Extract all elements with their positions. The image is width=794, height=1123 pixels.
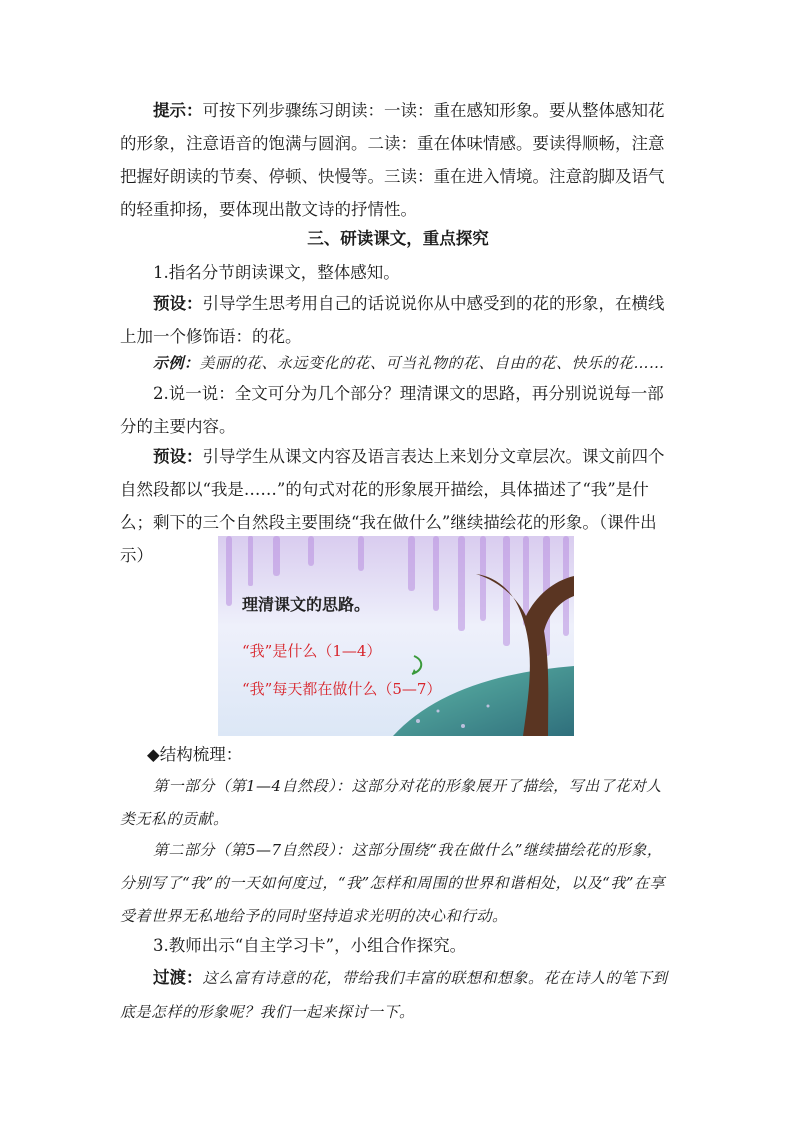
part-2-paragraph: 第二部分（第5—7自然段）：这部分围绕“我在做什么”继续描绘花的形象，分别写了“我”的一天如何度过，“我”怎样和周围的世界和谐相处，以及“我”在享受着世界无私地给予的同时坚持追求光明的决心和行动。 [120,841,666,925]
transition-text: 这么富有诗意的花，带给我们丰富的联想和想象。花在诗人的笔下到底是怎样的形象呢？我们一起来探讨一下。 [120,969,668,1021]
example-paragraph [120,346,676,380]
item-3: 3.教师出示“自主学习卡”，小组合作探究。 [153,936,467,955]
example-label: 示例： [153,354,200,372]
slide-background [218,536,574,736]
tip-label: 提示： [153,101,203,120]
part-1-paragraph: 第一部分（第1—4自然段）：这部分对花的形象展开了描绘，写出了花对人类无私的贡献。 [120,777,662,828]
slide-title: 理清课文的思路。 [242,595,371,614]
slide-line-2: “我”每天都在做什么（5—7） [242,680,442,698]
transition-label: 过渡： [153,968,203,987]
item-2: 2.说一说：全文可分为几个部分？理清课文的思路，再分别说说每一部分的主要内容。 [120,384,664,436]
tip-paragraph [120,94,676,226]
preset-2-text: 引导学生从课文内容及语言表达上来划分文章层次。课文前四个自然段都以“我是……”的句式对花的形象展开描绘，具体描述了“我”是什么；剩下的三个自然段主要围绕“我在做什么”继续描绘花的形象。（课件出示） [120,447,665,565]
preset-2-label: 预设： [153,447,203,466]
transition-paragraph [120,961,676,1029]
example-text: 美丽的花、永远变化的花、可当礼物的花、自由的花、快乐的花…… [199,354,665,372]
slide-line-1: “我”是什么（1—4） [242,642,382,660]
preset-1-paragraph [120,287,676,353]
structure-heading: ◆结构梳理： [147,745,243,764]
preset-1-text: 引导学生思考用自己的话说说你从中感受到的花的形象，在横线上加一个修饰语：的花。 [120,294,665,346]
slide-image [218,536,574,736]
preset-1-label: 预设： [153,294,203,313]
tip-text: 可按下列步骤练习朗读：一读：重在感知形象。要从整体感知花的形象，注意语音的饱满与圆润。二读：重在体味情感。要读得顺畅，注意把握好朗读的节奏、停顿、快慢等。三读：重在进入情境。注意韵脚及语气的轻重抑扬，要体现出散文诗的抒情性。 [120,101,665,219]
section-heading: 三、研读课文，重点探究 [307,229,489,248]
item-1: 1.指名分节朗读课文，整体感知。 [153,263,400,282]
